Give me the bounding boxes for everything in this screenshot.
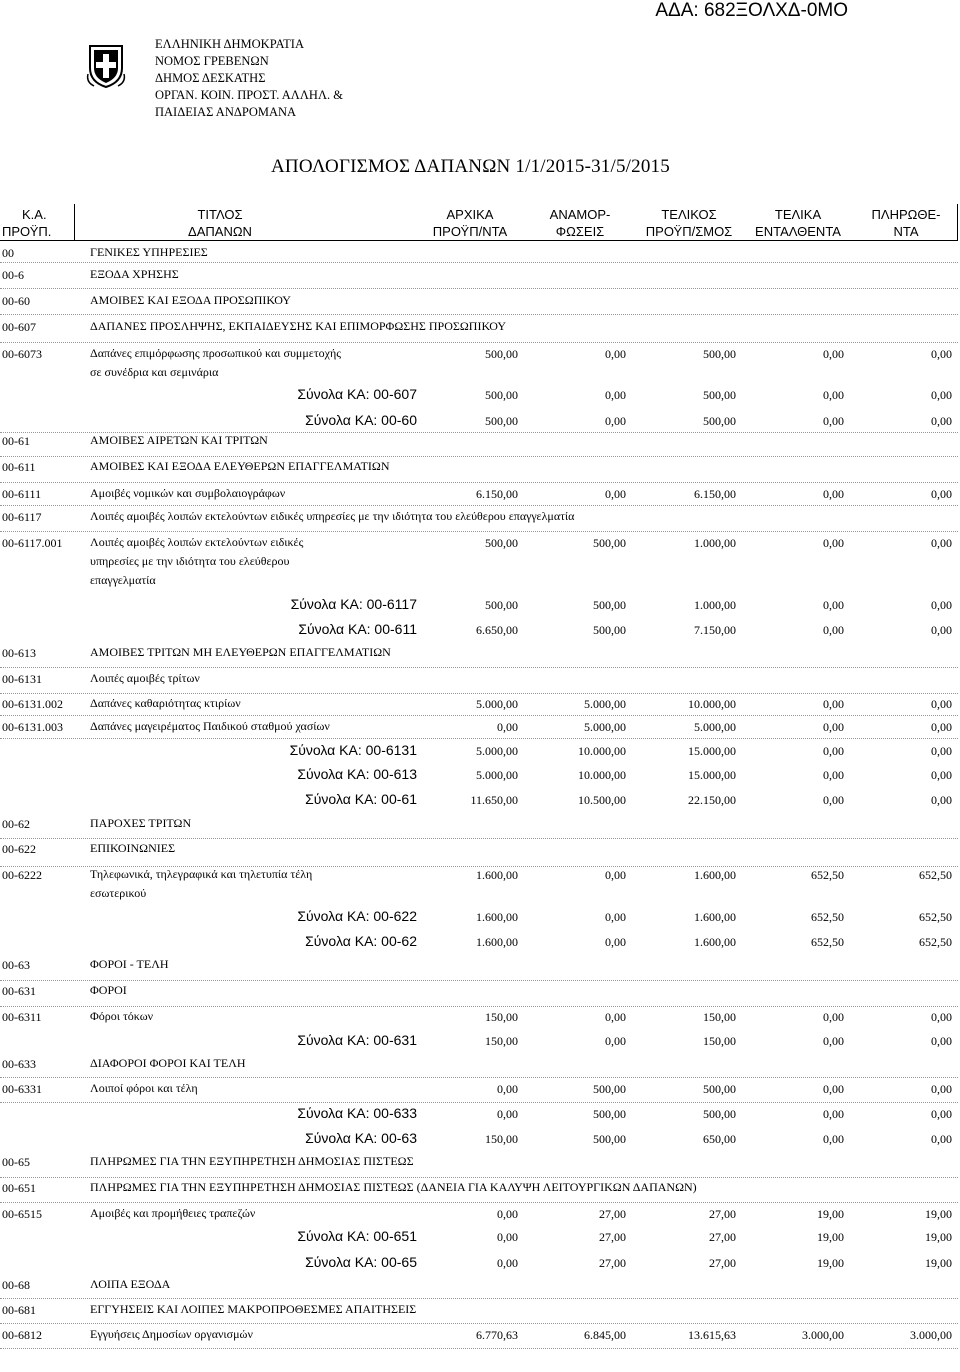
amendments-value: 0,00	[605, 1034, 626, 1048]
committed-value: 652,50	[811, 935, 844, 949]
account-code: 00-6131.002	[2, 697, 63, 711]
account-code: 00-6131	[2, 672, 42, 686]
account-code: 00-622	[2, 842, 36, 856]
committed-value: 0,00	[823, 487, 844, 501]
committed-value: 0,00	[823, 1132, 844, 1146]
paid-value: 0,00	[931, 744, 952, 758]
row-divider	[0, 531, 958, 532]
account-code: 00-61	[2, 434, 30, 448]
account-code: 00-6117.001	[2, 536, 63, 550]
final-budget-value: 10.000,00	[688, 697, 736, 711]
paid-value: 0,00	[931, 487, 952, 501]
initial-budget-value: 6.770,63	[476, 1328, 518, 1342]
account-code: 00-6	[2, 268, 24, 282]
row-divider	[0, 342, 958, 343]
subtotal-label: Σύνολα ΚΑ: 00-65	[305, 1254, 417, 1270]
initial-budget-value: 0,00	[497, 1256, 518, 1270]
account-code: 00-63	[2, 958, 30, 972]
account-title: ΑΜΟΙΒΕΣ ΚΑΙ ΕΞΟΔΑ ΕΛΕΥΘΕΡΩΝ ΕΠΑΓΓΕΛΜΑΤΙΩΝ	[90, 459, 390, 473]
initial-budget-value: 6.150,00	[476, 487, 518, 501]
row-divider	[0, 505, 958, 506]
account-code: 00-6131.003	[2, 720, 63, 734]
paid-value: 0,00	[931, 1082, 952, 1096]
account-title: ΛΟΙΠΑ ΕΞΟΔΑ	[90, 1277, 171, 1291]
initial-budget-value: 0,00	[497, 720, 518, 734]
row-divider	[0, 482, 958, 483]
header-line: ΝΟΜΟΣ ΓΡΕΒΕΝΩΝ	[155, 54, 269, 68]
row-divider	[0, 1006, 958, 1007]
column-header-line: ΑΡΧΙΚΑ	[446, 207, 494, 222]
amendments-value: 27,00	[599, 1230, 626, 1244]
final-budget-value: 15.000,00	[688, 768, 736, 782]
committed-value: 0,00	[823, 720, 844, 734]
issuing-authority	[155, 36, 343, 121]
column-header-line: ΠΛΗΡΩΘΕ-	[871, 207, 941, 222]
final-budget-value: 13.615,63	[688, 1328, 736, 1342]
subtotal-label: Σύνολα ΚΑ: 00-60	[305, 412, 417, 428]
row-divider	[0, 693, 958, 694]
subtotal-label: Σύνολα ΚΑ: 00-6117	[290, 596, 417, 612]
initial-budget-value: 500,00	[485, 347, 518, 361]
amendments-value: 10.500,00	[578, 793, 626, 807]
final-budget-value: 6.150,00	[694, 487, 736, 501]
account-title: ΓΕΝΙΚΕΣ ΥΠΗΡΕΣΙΕΣ	[90, 245, 208, 259]
account-title: ΔΑΠΑΝΕΣ ΠΡΟΣΛΗΨΗΣ, ΕΚΠΑΙΔΕΥΣΗΣ ΚΑΙ ΕΠΙΜΟΡΦΩΣΗΣ ΠΡΟΣΩΠΙΚΟΥ	[90, 319, 507, 333]
subtotal-label: Σύνολα ΚΑ: 00-631	[297, 1032, 417, 1048]
account-code: 00-651	[2, 1181, 36, 1195]
amendments-value: 0,00	[605, 414, 626, 428]
account-title: Λοιπές αμοιβές λοιπών εκτελούντων ειδικές υπηρεσίες με την ιδιότητα του ελεύθερου επαγγελματία	[90, 509, 575, 523]
account-title: ΑΜΟΙΒΕΣ ΤΡΙΤΩΝ ΜΗ ΕΛΕΥΘΕΡΩΝ ΕΠΑΓΓΕΛΜΑΤΙΩΝ	[90, 645, 391, 659]
committed-value: 19,00	[817, 1256, 844, 1270]
paid-value: 19,00	[925, 1230, 952, 1244]
initial-budget-value: 1.600,00	[476, 935, 518, 949]
account-title: ΔΙΑΦΟΡΟΙ ΦΟΡΟΙ ΚΑΙ ΤΕΛΗ	[90, 1056, 246, 1070]
row-divider	[0, 838, 958, 839]
row-divider	[0, 432, 958, 433]
initial-budget-value: 500,00	[485, 414, 518, 428]
paid-value: 652,50	[919, 935, 952, 949]
amendments-value: 0,00	[605, 347, 626, 361]
committed-value: 0,00	[823, 414, 844, 428]
paid-value: 0,00	[931, 536, 952, 550]
final-budget-value: 1.600,00	[694, 910, 736, 924]
final-budget-value: 27,00	[709, 1256, 736, 1270]
paid-value: 0,00	[931, 768, 952, 782]
account-code: 00-607	[2, 320, 36, 334]
account-code: 00-60	[2, 294, 30, 308]
account-code: 00-613	[2, 646, 36, 660]
final-budget-value: 27,00	[709, 1230, 736, 1244]
account-code: 00-6073	[2, 347, 42, 361]
header-line: ΔΗΜΟΣ ΔΕΣΚΑΤΗΣ	[155, 71, 266, 85]
column-header-line: ΤΕΛΙΚΟΣ	[661, 207, 717, 222]
column-header-final-budget	[636, 206, 742, 240]
committed-value: 0,00	[823, 623, 844, 637]
account-code: 00	[2, 246, 14, 260]
row-divider	[0, 1348, 958, 1349]
initial-budget-value: 150,00	[485, 1132, 518, 1146]
account-code: 00-631	[2, 984, 36, 998]
column-header-line: ΔΑΠΑΝΩΝ	[188, 224, 252, 239]
committed-value: 652,50	[811, 868, 844, 882]
initial-budget-value: 5.000,00	[476, 768, 518, 782]
committed-value: 0,00	[823, 536, 844, 550]
amendments-value: 500,00	[593, 623, 626, 637]
committed-value: 19,00	[817, 1207, 844, 1221]
account-title: Λοιπές αμοιβές τρίτων	[90, 671, 200, 685]
committed-value: 0,00	[823, 793, 844, 807]
account-title: ΑΜΟΙΒΕΣ ΑΙΡΕΤΩΝ ΚΑΙ ΤΡΙΤΩΝ	[90, 433, 268, 447]
paid-value: 0,00	[931, 347, 952, 361]
amendments-value: 500,00	[593, 1082, 626, 1096]
header-line: ΟΡΓΑΝ. ΚΟΙΝ. ΠΡΟΣΤ. ΑΛΛΗΛ. &	[155, 88, 343, 102]
final-budget-value: 150,00	[703, 1010, 736, 1024]
initial-budget-value: 1.600,00	[476, 910, 518, 924]
account-code: 00-681	[2, 1303, 36, 1317]
column-header-line: Κ.Α.	[22, 207, 47, 222]
column-header-committed	[746, 206, 850, 240]
committed-value: 0,00	[823, 1107, 844, 1121]
account-title: Λοιπές αμοιβές λοιπών εκτελούντων ειδικές υπηρεσίες με την ιδιότητα του ελεύθερου επαγγελματία	[90, 535, 304, 587]
amendments-value: 10.000,00	[578, 768, 626, 782]
committed-value: 0,00	[823, 598, 844, 612]
row-divider	[0, 738, 958, 739]
final-budget-value: 5.000,00	[694, 720, 736, 734]
column-header-code	[2, 206, 72, 240]
paid-value: 19,00	[925, 1207, 952, 1221]
paid-value: 0,00	[931, 793, 952, 807]
account-title: ΕΞΟΔΑ ΧΡΗΣΗΣ	[90, 267, 179, 281]
paid-value: 0,00	[931, 1034, 952, 1048]
row-divider	[0, 1077, 958, 1078]
account-code: 00-6222	[2, 868, 42, 882]
final-budget-value: 500,00	[703, 414, 736, 428]
amendments-value: 500,00	[593, 598, 626, 612]
column-header-initial	[418, 206, 522, 240]
account-code: 00-6515	[2, 1207, 42, 1221]
account-code: 00-62	[2, 817, 30, 831]
amendments-value: 0,00	[605, 935, 626, 949]
final-budget-value: 15.000,00	[688, 744, 736, 758]
column-divider	[74, 204, 75, 240]
account-code: 00-6331	[2, 1082, 42, 1096]
committed-value: 0,00	[823, 1034, 844, 1048]
initial-budget-value: 0,00	[497, 1082, 518, 1096]
account-title: ΠΑΡΟΧΕΣ ΤΡΙΤΩΝ	[90, 816, 192, 830]
committed-value: 652,50	[811, 910, 844, 924]
account-code: 00-611	[2, 460, 36, 474]
report-title: ΑΠΟΛΟΓΙΣΜΟΣ ΔΑΠΑΝΩΝ 1/1/2015-31/5/2015	[271, 156, 670, 177]
account-title: ΦΟΡΟΙ - ΤΕΛΗ	[90, 957, 169, 971]
final-budget-value: 500,00	[703, 347, 736, 361]
account-title: Εγγυήσεις Δημοσίων οργανισμών	[90, 1327, 253, 1341]
amendments-value: 500,00	[593, 1107, 626, 1121]
row-divider	[0, 1202, 958, 1203]
column-header-line: ΦΩΣΕΙΣ	[555, 224, 605, 239]
initial-budget-value: 0,00	[497, 1107, 518, 1121]
amendments-value: 0,00	[605, 910, 626, 924]
column-header-paid	[854, 206, 958, 240]
amendments-value: 5.000,00	[584, 697, 626, 711]
amendments-value: 0,00	[605, 868, 626, 882]
paid-value: 19,00	[925, 1256, 952, 1270]
paid-value: 0,00	[931, 388, 952, 402]
amendments-value: 27,00	[599, 1207, 626, 1221]
subtotal-label: Σύνολα ΚΑ: 00-651	[297, 1228, 417, 1244]
initial-budget-value: 5.000,00	[476, 744, 518, 758]
paid-value: 0,00	[931, 1010, 952, 1024]
final-budget-value: 1.600,00	[694, 868, 736, 882]
initial-budget-value: 150,00	[485, 1010, 518, 1024]
account-title: Δαπάνες μαγειρέματος Παιδικού σταθμού χασίων	[90, 719, 330, 733]
final-budget-value: 27,00	[709, 1207, 736, 1221]
committed-value: 3.000,00	[802, 1328, 844, 1342]
committed-value: 0,00	[823, 1010, 844, 1024]
column-divider	[957, 204, 958, 240]
account-title: Τηλεφωνικά, τηλεγραφικά και τηλετυπία τέλη εσωτερικού	[90, 867, 313, 900]
column-header-line: ΠΡΟΫΠ/ΝΤΑ	[432, 224, 508, 239]
subtotal-label: Σύνολα ΚΑ: 00-622	[297, 908, 417, 924]
row-divider	[0, 1323, 958, 1324]
account-title: Λοιποί φόροι και τέλη	[90, 1081, 198, 1095]
column-header-line: ΠΡΟΫΠ.	[2, 224, 52, 239]
subtotal-label: Σύνολα ΚΑ: 00-62	[305, 933, 417, 949]
subtotal-label: Σύνολα ΚΑ: 00-607	[297, 386, 417, 402]
account-code: 00-633	[2, 1057, 36, 1071]
committed-value: 0,00	[823, 768, 844, 782]
column-header-line: ΤΙΤΛΟΣ	[197, 207, 243, 222]
initial-budget-value: 0,00	[497, 1230, 518, 1244]
row-divider	[0, 980, 958, 981]
paid-value: 0,00	[931, 1107, 952, 1121]
account-title: ΦΟΡΟΙ	[90, 983, 127, 997]
final-budget-value: 1.600,00	[694, 935, 736, 949]
account-title: Φόροι τόκων	[90, 1009, 154, 1023]
committed-value: 0,00	[823, 388, 844, 402]
final-budget-value: 500,00	[703, 1107, 736, 1121]
committed-value: 0,00	[823, 1082, 844, 1096]
account-code: 00-68	[2, 1278, 30, 1292]
amendments-value: 500,00	[593, 1132, 626, 1146]
account-title: ΕΓΓΥΗΣΕΙΣ ΚΑΙ ΛΟΙΠΕΣ ΜΑΚΡΟΠΡΟΘΕΣΜΕΣ ΑΠΑΙΤΗΣΕΙΣ	[90, 1302, 417, 1316]
final-budget-value: 1.000,00	[694, 536, 736, 550]
row-divider	[0, 456, 958, 457]
row-divider	[0, 667, 958, 668]
account-code: 00-65	[2, 1155, 30, 1169]
amendments-value: 10.000,00	[578, 744, 626, 758]
header-border	[0, 240, 958, 241]
initial-budget-value: 0,00	[497, 1207, 518, 1221]
row-divider	[0, 262, 958, 263]
final-budget-value: 7.150,00	[694, 623, 736, 637]
account-code: 00-6311	[2, 1010, 42, 1024]
row-divider	[0, 288, 958, 289]
account-code: 00-6117	[2, 510, 42, 524]
column-header-line: ΑΝΑΜΟΡ-	[549, 207, 611, 222]
committed-value: 0,00	[823, 744, 844, 758]
account-title: Αμοιβές νομικών και συμβολαιογράφων	[90, 486, 286, 500]
initial-budget-value: 500,00	[485, 536, 518, 550]
subtotal-label: Σύνολα ΚΑ: 00-613	[297, 766, 417, 782]
paid-value: 0,00	[931, 623, 952, 637]
account-title: ΠΛΗΡΩΜΕΣ ΓΙΑ ΤΗΝ ΕΞΥΠΗΡΕΤΗΣΗ ΔΗΜΟΣΙΑΣ ΠΙΣΤΕΩΣ (ΔΑΝΕΙΑ ΓΙΑ ΚΑΛΥΨΗ ΛΕΙΤΟΥΡΓΙΚΩΝ ΔΑΠΑΝΩΝ)	[90, 1180, 697, 1194]
amendments-value: 0,00	[605, 487, 626, 501]
hellenic-republic-emblem-icon	[86, 44, 126, 88]
final-budget-value: 500,00	[703, 1082, 736, 1096]
committed-value: 19,00	[817, 1230, 844, 1244]
initial-budget-value: 6.650,00	[476, 623, 518, 637]
account-title: ΕΠΙΚΟΙΝΩΝΙΕΣ	[90, 841, 176, 855]
amendments-value: 27,00	[599, 1256, 626, 1270]
subtotal-label: Σύνολα ΚΑ: 00-611	[298, 621, 417, 637]
account-title: ΠΛΗΡΩΜΕΣ ΓΙΑ ΤΗΝ ΕΞΥΠΗΡΕΤΗΣΗ ΔΗΜΟΣΙΑΣ ΠΙΣΤΕΩΣ	[90, 1154, 414, 1168]
final-budget-value: 650,00	[703, 1132, 736, 1146]
final-budget-value: 1.000,00	[694, 598, 736, 612]
row-divider	[0, 1102, 958, 1103]
paid-value: 3.000,00	[910, 1328, 952, 1342]
ada-code: ΑΔΑ: 682ΞΟΛΧΔ-0ΜΟ	[655, 0, 848, 21]
row-divider	[0, 314, 958, 315]
row-divider	[0, 1177, 958, 1178]
initial-budget-value: 5.000,00	[476, 697, 518, 711]
account-title: Δαπάνες επιμόρφωσης προσωπικού και συμμετοχής σε συνέδρια και σεμινάρια	[90, 346, 342, 379]
subtotal-label: Σύνολα ΚΑ: 00-63	[305, 1130, 417, 1146]
header-line: ΠΑΙΔΕΙΑΣ ΑΝΔΡΟΜΑΝΑ	[155, 105, 297, 119]
paid-value: 0,00	[931, 1132, 952, 1146]
subtotal-label: Σύνολα ΚΑ: 00-6131	[289, 742, 417, 758]
subtotal-label: Σύνολα ΚΑ: 00-61	[305, 791, 417, 807]
column-header-title	[160, 206, 280, 240]
final-budget-value: 500,00	[703, 388, 736, 402]
paid-value: 0,00	[931, 697, 952, 711]
amendments-value: 500,00	[593, 536, 626, 550]
paid-value: 652,50	[919, 868, 952, 882]
paid-value: 0,00	[931, 720, 952, 734]
header-line: ΕΛΛΗΝΙΚΗ ΔΗΜΟΚΡΑΤΙΑ	[155, 37, 304, 51]
paid-value: 0,00	[931, 598, 952, 612]
column-header-line: ΕΝΤΑΛΘΕΝΤΑ	[755, 224, 841, 239]
initial-budget-value: 500,00	[485, 388, 518, 402]
subtotal-label: Σύνολα ΚΑ: 00-633	[297, 1105, 417, 1121]
initial-budget-value: 1.600,00	[476, 868, 518, 882]
account-title: ΑΜΟΙΒΕΣ ΚΑΙ ΕΞΟΔΑ ΠΡΟΣΩΠΙΚΟΥ	[90, 293, 291, 307]
paid-value: 652,50	[919, 910, 952, 924]
initial-budget-value: 150,00	[485, 1034, 518, 1048]
column-header-amendments	[528, 206, 632, 240]
row-divider	[0, 1298, 958, 1299]
amendments-value: 0,00	[605, 1010, 626, 1024]
final-budget-value: 150,00	[703, 1034, 736, 1048]
paid-value: 0,00	[931, 414, 952, 428]
initial-budget-value: 11.650,00	[470, 793, 518, 807]
amendments-value: 0,00	[605, 388, 626, 402]
account-title: Αμοιβές και προμήθειες τραπεζών	[90, 1206, 256, 1220]
account-code: 00-6812	[2, 1328, 42, 1342]
final-budget-value: 22.150,00	[688, 793, 736, 807]
row-divider	[0, 715, 958, 716]
committed-value: 0,00	[823, 697, 844, 711]
account-title: Δαπάνες καθαριότητας κτιρίων	[90, 696, 241, 710]
column-header-line: ΝΤΑ	[893, 224, 919, 239]
account-code: 00-6111	[2, 487, 42, 501]
amendments-value: 6.845,00	[584, 1328, 626, 1342]
column-header-line: ΠΡΟΫΠ/ΣΜΟΣ	[645, 224, 733, 239]
initial-budget-value: 500,00	[485, 598, 518, 612]
committed-value: 0,00	[823, 347, 844, 361]
amendments-value: 5.000,00	[584, 720, 626, 734]
row-divider	[0, 866, 958, 867]
column-header-line: ΤΕΛΙΚΑ	[774, 207, 822, 222]
